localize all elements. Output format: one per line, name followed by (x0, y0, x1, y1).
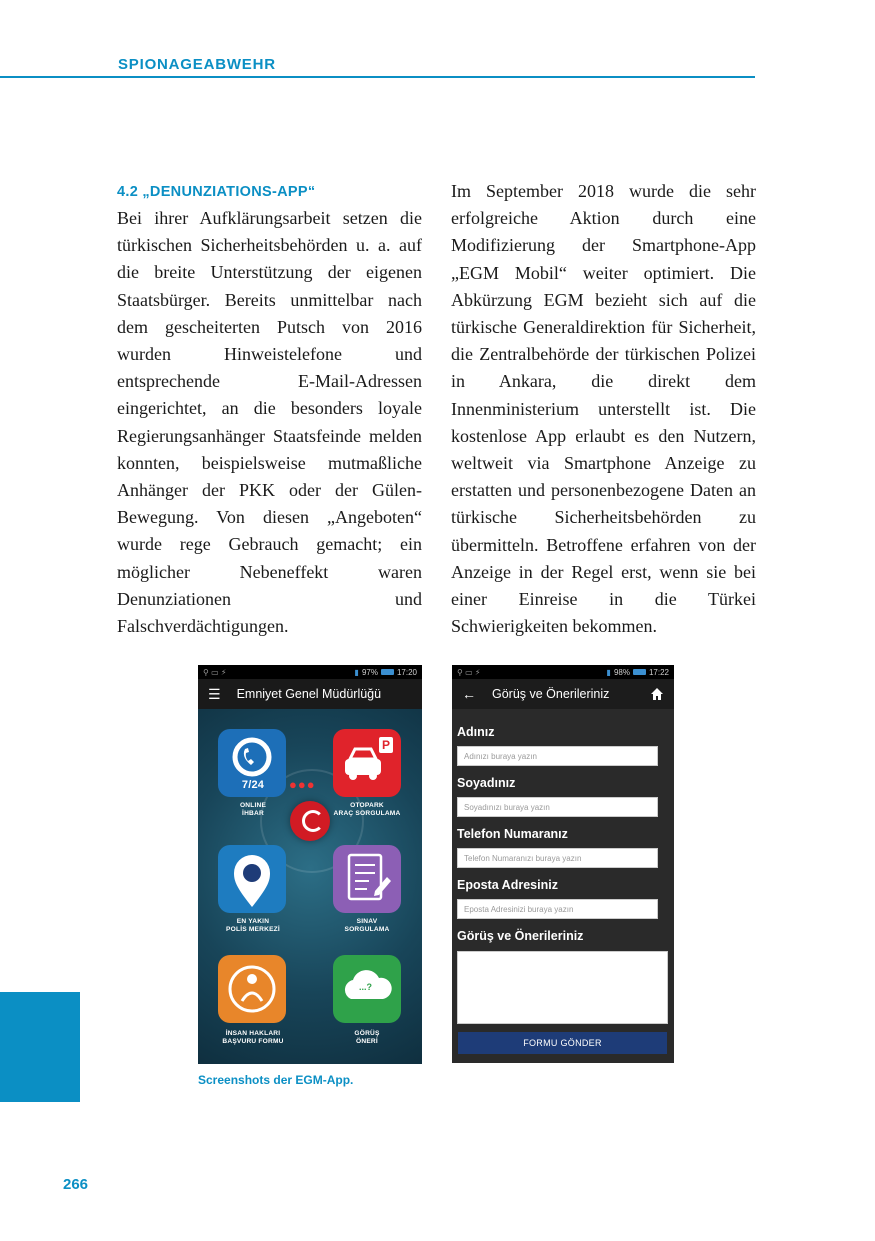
right-column (451, 178, 756, 640)
app-title: Emniyet Genel Müdürlüğü (236, 687, 382, 701)
battery-percent: 97% (361, 667, 378, 677)
left-paragraph: Bei ihrer Aufklärungsarbeit setzen die türkischen Sicherheitsbehörden u. a. auf die breite Unterstützung der eigenen Staatsbürger. Bereits unmittelbar nach dem gescheiterten Putsch von 2016 wurden Hinweistelefone und entsprechende E-Mail-Adressen eingerichtet, an die besonders loyale Regierungsanhänger Staatsfeinde melden konnten, beispielsweise mutmaßliche Anhänger der PKK oder der Gülen-Bewegung. Von diesen „Angeboten“ wurde rege Gebrauch gemacht; ein möglicher Nebeneffekt waren Denunziationen und Falschverdächtigungen. (117, 208, 422, 637)
chat-badge: ...? (359, 982, 372, 992)
notification-icons: ⚲ ▭ ⚡ (203, 667, 227, 677)
header-rule (0, 76, 755, 78)
form-title: Görüş ve Önerileriniz (492, 687, 610, 701)
status-bar (198, 665, 422, 679)
notification-icons: ⚲ ▭ ⚡ (457, 667, 481, 677)
signal-icon: ▮ (606, 667, 611, 677)
surname-input[interactable]: Soyadınızı buraya yazın (457, 797, 658, 817)
submit-form-button[interactable]: FORMU GÖNDER (458, 1032, 667, 1054)
menu-screen (198, 709, 422, 1064)
status-time: 17:20 (396, 667, 417, 677)
tile-gorus-oneri[interactable] (333, 955, 401, 1023)
email-input[interactable]: Eposta Adresinizi buraya yazın (457, 899, 658, 919)
battery-icon (381, 669, 394, 675)
tile-insan-haklari-basvuru-formu[interactable] (218, 955, 286, 1023)
chapter-margin-tab (0, 992, 80, 1102)
tile-label: EN YAKIN POLİS MERKEZİ (226, 918, 280, 933)
field-label-name: Adınız (457, 725, 495, 739)
feedback-form (452, 709, 674, 1063)
tile-en-yakin-polis-merkezi[interactable] (218, 845, 286, 913)
tile-label: ONLINE İHBAR (239, 802, 267, 817)
right-paragraph: Im September 2018 wurde die sehr erfolgreiche Aktion durch eine Modifizierung der Smartphone-App „EGM Mobil“ weiter optimiert. Die Abkürzung EGM bezieht sich auf die türkische Generaldirektion für Sicherheit, die Zentralbehörde der türkischen Polizei in Ankara, die direkt dem Innenministerium unterstellt ist. Die kostenlose App erlaubt es den Nutzern, weltweit via Smartphone Anzeige zu erstatten und personenbezogene Daten an türkische Sicherheitsbehörden zu übermitteln. Betroffene erfahren von der Anzeige in der Regel erst, wenn sie bei einer Einreise in die Türkei Schwierigkeiten bekommen. (451, 181, 756, 637)
feedback-textarea[interactable] (457, 951, 668, 1024)
car-parking-icon (333, 729, 401, 797)
phone-input[interactable]: Telefon Numaranızı buraya yazın (457, 848, 658, 868)
left-column (117, 178, 422, 640)
tile-label: OTOPARK ARAÇ SORGULAMA (333, 802, 401, 817)
tile-label: İNSAN HAKLARI BAŞVURU FORMU (222, 1030, 284, 1045)
human-rights-icon (218, 955, 286, 1023)
tile-label: SINAV SORGULAMA (344, 918, 390, 933)
status-bar (452, 665, 674, 679)
running-title: SPIONAGEABWEHR (118, 56, 276, 73)
exam-document-icon (333, 845, 401, 913)
home-icon[interactable] (650, 687, 664, 701)
hamburger-icon[interactable]: ☰ (208, 685, 221, 702)
figure-caption: Screenshots der EGM-App. (198, 1073, 354, 1087)
screenshot-feedback-form (452, 665, 674, 1063)
tile-otopark-arac-sorgulama[interactable] (333, 729, 401, 797)
name-input[interactable]: Adınızı buraya yazın (457, 746, 658, 766)
page-number: 266 (63, 1176, 89, 1193)
status-time: 17:22 (648, 667, 669, 677)
section-heading: 4.2 „DENUNZIATIONS-APP“ (117, 184, 316, 200)
screenshot-main-menu (198, 665, 422, 1064)
tile-sinav-sorgulama[interactable] (333, 845, 401, 913)
tile-label-badge: 7/24 (241, 779, 265, 791)
back-arrow-icon[interactable]: ← (462, 686, 476, 702)
location-pin-icon (218, 845, 286, 913)
battery-percent: 98% (613, 667, 630, 677)
signal-icon: ▮ (354, 667, 359, 677)
parking-badge: P (382, 738, 391, 752)
field-label-email: Eposta Adresiniz (457, 878, 558, 892)
field-label-surname: Soyadınız (457, 776, 516, 790)
app-toolbar (198, 679, 422, 709)
battery-icon (633, 669, 646, 675)
tile-label: GÖRÜŞ ÖNERİ (354, 1030, 380, 1045)
form-toolbar (452, 679, 674, 709)
decorative-dots-icon: ●●● (289, 777, 316, 792)
field-label-feedback: Görüş ve Önerileriniz (457, 929, 584, 943)
field-label-phone: Telefon Numaranız (457, 827, 568, 841)
